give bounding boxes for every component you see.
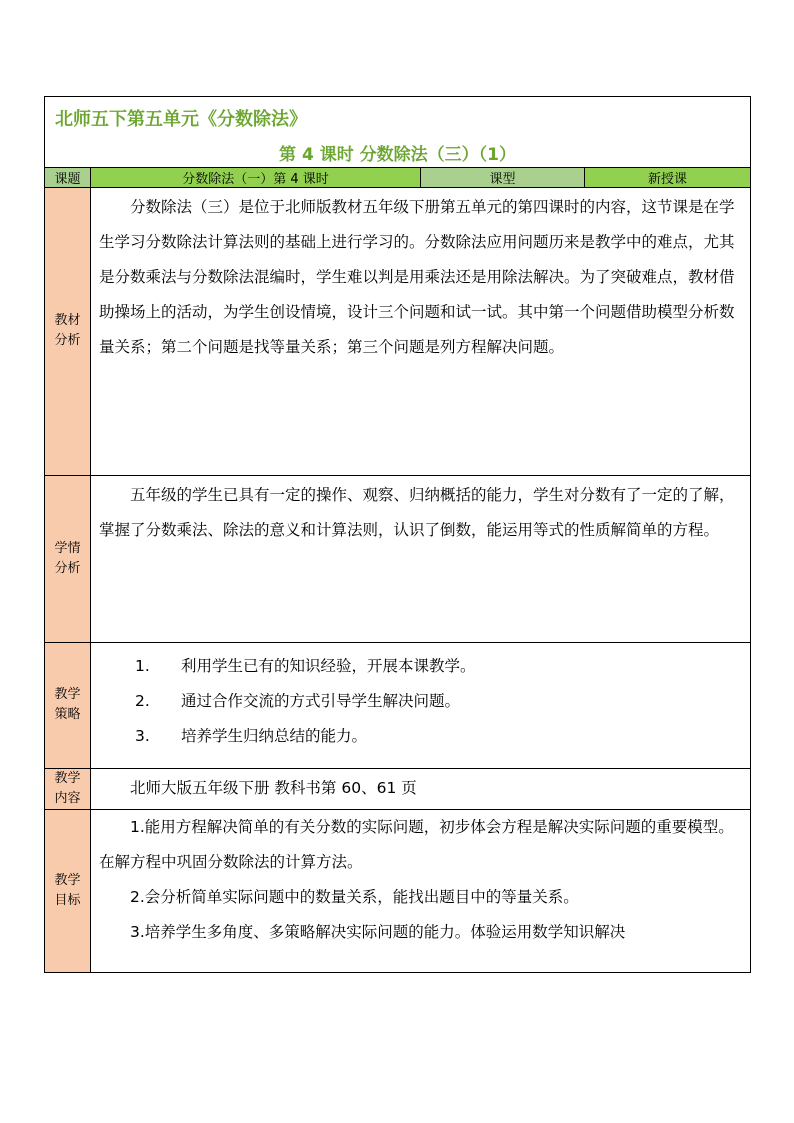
- goal-item: 1.能用方程解决简单的有关分数的实际问题，初步体会方程是解决实际问题的重要模型。在解方程中巩固分数除法的计算方法。: [99, 817, 734, 871]
- unit-title-row: [45, 97, 751, 132]
- lesson-plan-table: [44, 96, 751, 973]
- teaching-goals-label: 教学 目标: [45, 809, 91, 972]
- teaching-strategy-label: 教学 策略: [45, 642, 91, 768]
- goal-item: 3.培养学生多角度、多策略解决实际问题的能力。体验运用数学知识解决: [130, 922, 626, 941]
- lesson-type-label: 课型: [421, 167, 585, 187]
- topic-value: 分数除法（一）第 4 课时: [91, 167, 421, 187]
- material-analysis-label: 教材 分析: [45, 187, 91, 475]
- strategy-item: 2. 通过合作交流的方式引导学生解决问题。: [135, 691, 461, 710]
- material-analysis-row: [45, 187, 751, 475]
- student-analysis-text: 五年级的学生已具有一定的操作、观察、归纳概括的能力，学生对分数有了一定的了解，掌握了分数乘法、除法的意义和计算法则，认识了倒数，能运用等式的性质解简单的方程。: [91, 475, 751, 642]
- teaching-goals-row: [45, 809, 751, 972]
- student-analysis-row: [45, 475, 751, 642]
- teaching-strategy-list: [91, 642, 751, 768]
- topic-row: [45, 167, 751, 187]
- lesson-type-value: 新授课: [585, 167, 751, 187]
- lesson-plan-sheet: [44, 96, 750, 973]
- goal-item: 2.会分析简单实际问题中的数量关系，能找出题目中的等量关系。: [130, 887, 579, 906]
- teaching-content-label: 教学 内容: [45, 768, 91, 809]
- topic-label: 课题: [45, 167, 91, 187]
- material-analysis-text: 分数除法（三）是位于北师版教材五年级下册第五单元的第四课时的内容，这节课是在学生学习分数除法计算法则的基础上进行学习的。分数除法应用问题历来是教学中的难点，尤其是分数乘法与分数除法混编时，学生难以判是用乘法还是用除法解决。为了突破难点，教材借助操场上的活动，为学生创设情境，设计三个问题和试一试。其中第一个问题借助模型分析数量关系；第二个问题是找等量关系；第三个问题是列方程解决问题。: [91, 187, 751, 475]
- student-analysis-label: 学情 分析: [45, 475, 91, 642]
- lesson-title: 第 4 课时 分数除法（三）（1）: [45, 131, 751, 167]
- teaching-goals-list: [91, 809, 751, 972]
- lesson-title-row: [45, 131, 751, 167]
- strategy-item: 3. 培养学生归纳总结的能力。: [135, 726, 368, 745]
- teaching-strategy-row: [45, 642, 751, 768]
- teaching-content-text: 北师大版五年级下册 教科书第 60、61 页: [91, 768, 751, 809]
- teaching-content-row: [45, 768, 751, 809]
- strategy-item: 1. 利用学生已有的知识经验，开展本课教学。: [135, 656, 476, 675]
- unit-title: 北师五下第五单元《分数除法》: [45, 97, 751, 132]
